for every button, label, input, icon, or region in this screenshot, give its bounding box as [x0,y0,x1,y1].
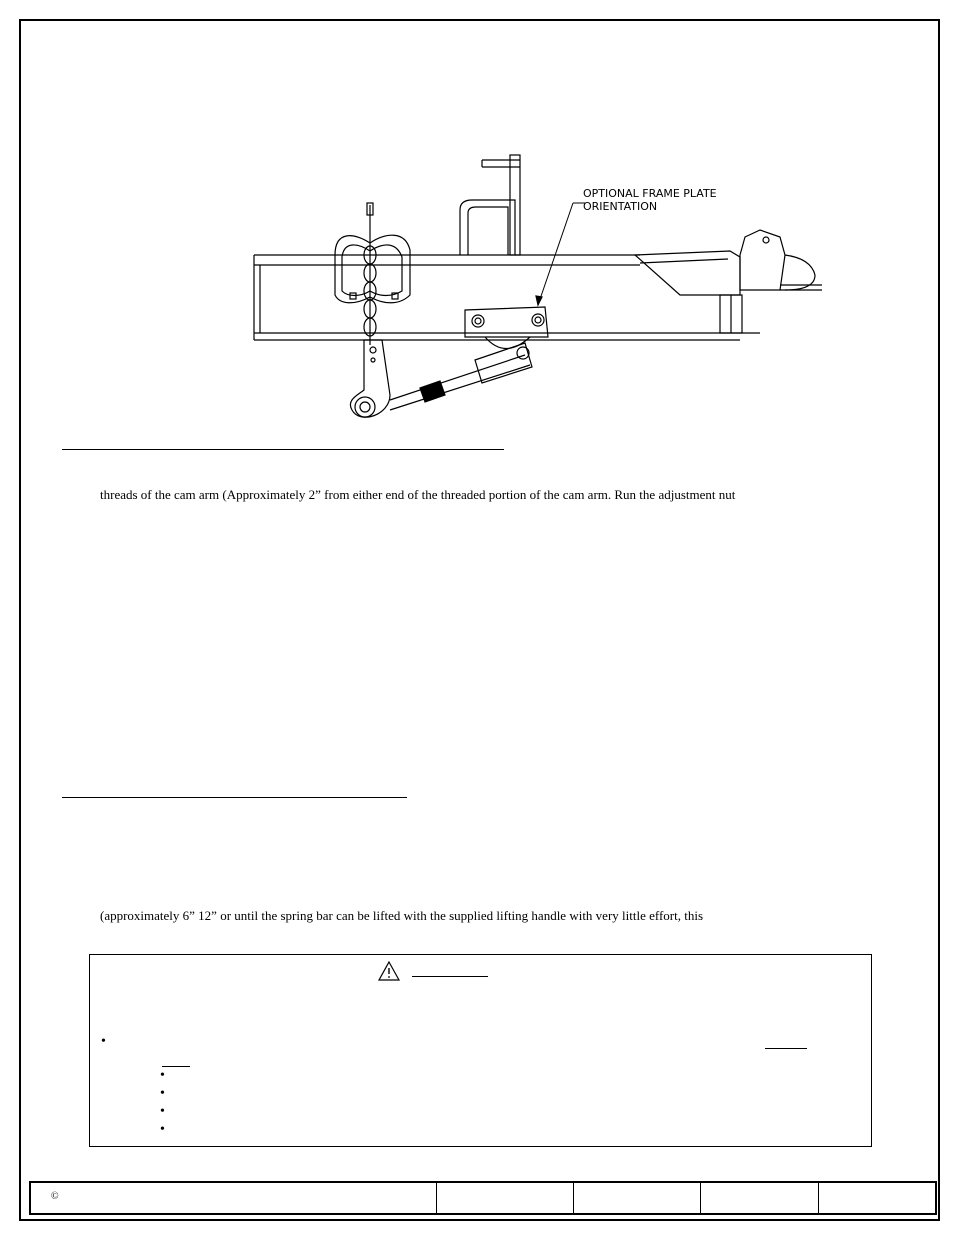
frame-bracket-left [335,203,410,345]
spring-bar-lever [350,340,390,417]
sub-bullet-4: • [160,1122,165,1137]
hitch-assembly-drawing [240,145,840,435]
footer-cell-5 [819,1183,935,1213]
callout-line1: OPTIONAL FRAME PLATE [583,187,717,200]
cam-arm-paragraph: threads of the cam arm (Approximately 2” from either end of the threaded portion of the cam arm. Run the adjustment nut [100,487,736,502]
footer-cell-4 [701,1183,819,1213]
sub-bullet-1: • [160,1068,165,1083]
footer-table [29,1181,937,1215]
spring-bar-paragraph: (approximately 6” 12” or until the spring bar can be lifted with the supplied lifting handle with very little effort, this [100,908,704,923]
sub-bullet-2: • [160,1086,165,1101]
section-heading-rule-2 [62,797,407,798]
bullet-main: • [101,1034,106,1049]
clamp [460,155,520,255]
cam-arm [390,343,532,410]
sub-bullet-3: • [160,1104,165,1119]
warning-triangle-icon [378,961,400,981]
footer-cell-2 [437,1183,574,1213]
callout-leader [538,203,573,305]
coupler [635,230,822,333]
section-heading-rule-1 [62,449,504,450]
caution-box [89,954,872,1147]
footer-cell-copyright [31,1183,437,1213]
copyright-symbol: © [51,1191,59,1202]
emphasis-underline-right [765,1048,807,1049]
trailer-frame-rail [254,255,760,340]
frame-plate [465,307,548,349]
caution-heading-underline [412,976,488,977]
footer-cell-3 [574,1183,701,1213]
callout-line2: ORIENTATION [583,200,658,213]
emphasis-underline-left [162,1066,190,1067]
